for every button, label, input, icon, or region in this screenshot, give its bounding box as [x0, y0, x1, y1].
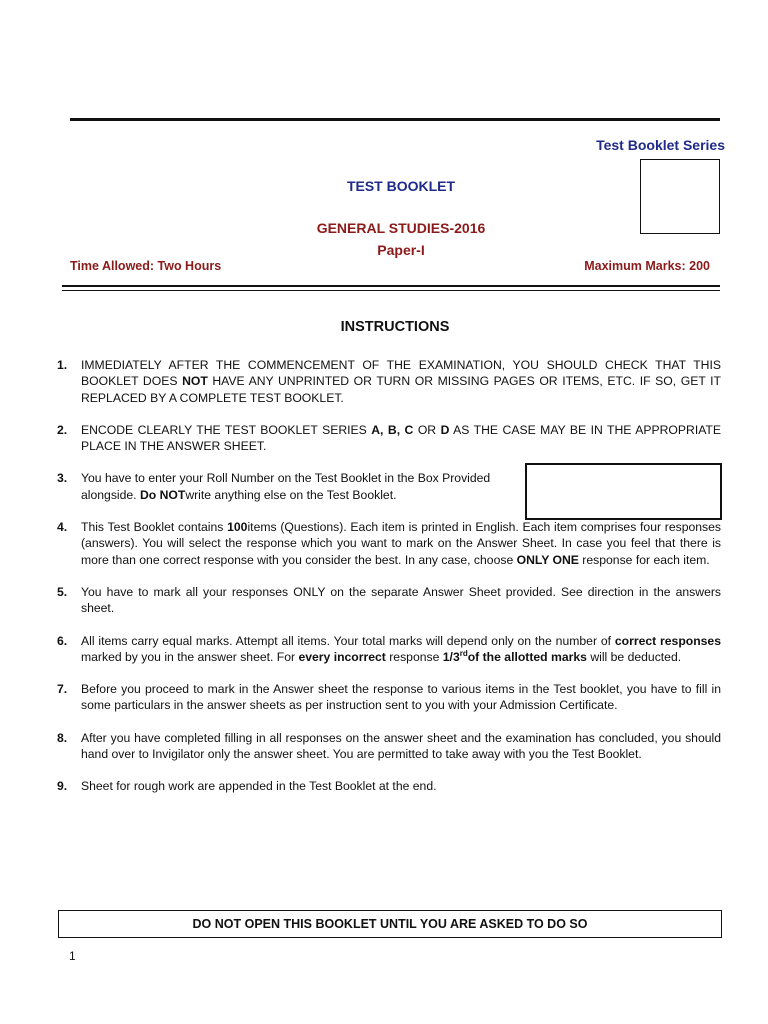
instruction-item	[57, 681, 721, 714]
instruction-item	[57, 519, 721, 568]
instruction-text: Before you proceed to mark in the Answer sheet the response to various items in the Test booklet, you have to fill in some particulars in the answer sheets as per instruction sent to you with your Admission Certificate.	[81, 682, 721, 713]
subject-title: GENERAL STUDIES-2016	[316, 220, 486, 236]
test-booklet-series-label: Test Booklet Series	[596, 137, 725, 153]
instruction-text: IMMEDIATELY AFTER THE COMMENCEMENT OF THE EXAMINATION, YOU SHOULD CHECK THAT THIS BOOKLET DOES NOT HAVE ANY UNPRINTED OR TURN OR MISSING PAGES OR ITEMS, ETC. IF SO, GET IT REPLACED BY A COMPLETE TEST BOOKLET.	[81, 358, 721, 405]
instruction-number: 6.	[57, 633, 68, 648]
instruction-number: 2.	[57, 422, 68, 437]
roll-number-box	[525, 463, 722, 520]
instruction-text: This Test Booklet contains 100items (Questions). Each item is printed in English. Each item comprises four responses (answers). You will select the response which you want to mark on the Answer Sheet. In case you feel that there is more than one correct response with you consider the best. In any case, choose ONLY ONE response for each item.	[81, 520, 721, 567]
instruction-text: You have to enter your Roll Number on the Test Booklet in the Box Provided alongside. Do NOTwrite anything else on the Test Booklet.	[81, 471, 491, 502]
instruction-text: ENCODE CLEARLY THE TEST BOOKLET SERIES A, B, C OR D AS THE CASE MAY BE IN THE APPROPRIATE PLACE IN THE ANSWER SHEET.	[81, 422, 722, 454]
instruction-text: All items carry equal marks. Attempt all items. Your total marks will depend only on the number of correct responses marked by you in the answer sheet. For every incorrect response 1/3rdof the allotted marks will be deducted.	[81, 633, 721, 664]
instruction-text: Sheet for rough work are appended in the Test Booklet at the end.	[81, 779, 437, 794]
instruction-text: You have to mark all your responses ONLY on the separate Answer Sheet provided. See direction in the answers sheet.	[81, 584, 721, 616]
instructions-list	[57, 357, 721, 811]
instruction-text: After you have completed filling in all responses on the answer sheet and the examination has concluded, you should hand over to Invigilator only the answer sheet. You are permitted to take away with you the Test Booklet.	[81, 730, 721, 762]
instruction-item	[57, 357, 721, 406]
instruction-item	[57, 730, 721, 763]
do-not-open-notice: DO NOT OPEN THIS BOOKLET UNTIL YOU ARE ASKED TO DO SO	[58, 910, 722, 938]
time-allowed: Time Allowed: Two Hours	[70, 259, 222, 273]
instructions-heading: INSTRUCTIONS	[340, 319, 450, 335]
instruction-number: 1.	[57, 358, 68, 372]
paper-title: Paper-I	[377, 242, 425, 258]
maximum-marks: Maximum Marks: 200	[584, 259, 710, 273]
instruction-number: 9.	[57, 779, 68, 794]
instruction-number: 8.	[57, 730, 68, 745]
instruction-number: 3.	[57, 471, 68, 486]
double-rule	[62, 285, 720, 291]
booklet-title: TEST BOOKLET	[346, 178, 456, 194]
instruction-number: 5.	[57, 584, 68, 599]
instruction-number: 7.	[57, 682, 68, 697]
page-number: 1	[69, 949, 76, 963]
instruction-item	[57, 422, 721, 455]
instruction-item	[57, 778, 721, 794]
top-rule	[70, 118, 720, 121]
instruction-number: 4.	[57, 520, 68, 535]
instruction-item	[57, 633, 721, 666]
instruction-item	[57, 584, 721, 617]
